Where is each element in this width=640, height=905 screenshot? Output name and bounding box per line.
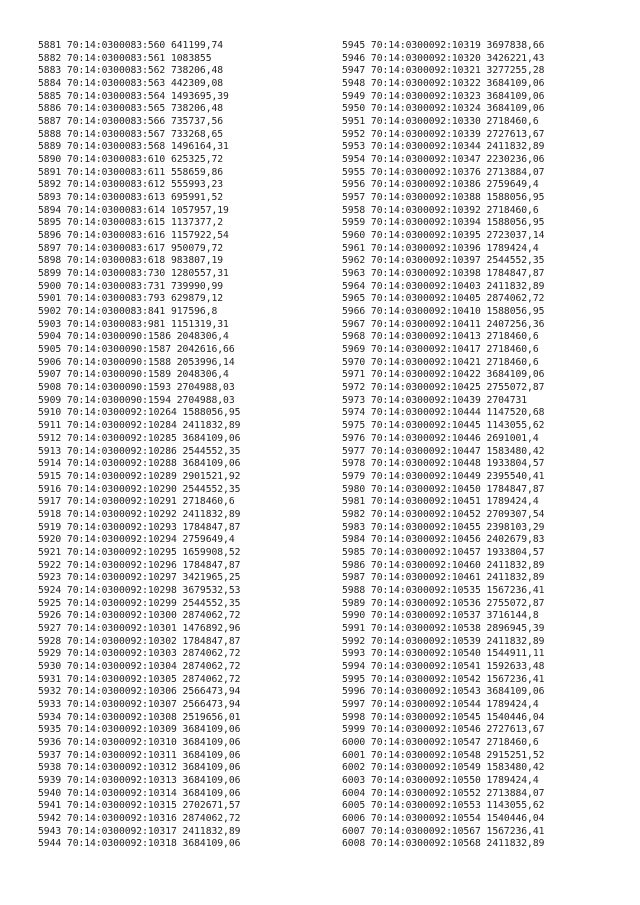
record-row: 5964 70:14:0300092:10403 2411832,89: [342, 280, 545, 292]
record-row: 5978 70:14:0300092:10448 1933804,57: [342, 458, 545, 470]
record-row: 5929 70:14:0300092:10303 2874062,72: [38, 648, 241, 660]
record-row: 5986 70:14:0300092:10460 2411832,89: [342, 559, 545, 571]
record-row: 5933 70:14:0300092:10307 2566473,94: [38, 698, 241, 710]
record-row: 6001 70:14:0300092:10548 2915251,52: [342, 749, 545, 761]
record-row: 5995 70:14:0300092:10542 1567236,41: [342, 673, 545, 685]
record-row: 5897 70:14:0300083:617 950079,72: [38, 242, 224, 254]
left-column: [38, 40, 240, 851]
record-row: 5917 70:14:0300092:10291 2718460,6: [38, 496, 235, 508]
record-row: 5951 70:14:0300092:10330 2718460,6: [342, 116, 539, 128]
record-row: 6006 70:14:0300092:10554 1540446,04: [342, 812, 545, 824]
record-row: 5915 70:14:0300092:10289 2901521,92: [38, 470, 241, 482]
record-row: 5965 70:14:0300092:10405 2874062,72: [342, 293, 545, 305]
record-row: 5891 70:14:0300083:611 558659,86: [38, 166, 224, 178]
record-row: 5936 70:14:0300092:10310 3684109,06: [38, 736, 241, 748]
record-row: 5942 70:14:0300092:10316 2874062,72: [38, 812, 241, 824]
record-row: 5955 70:14:0300092:10376 2713884,07: [342, 166, 545, 178]
record-row: 5882 70:14:0300083:561 1083855: [38, 52, 212, 64]
record-row: 5941 70:14:0300092:10315 2702671,57: [38, 800, 241, 812]
record-row: 5926 70:14:0300092:10300 2874062,72: [38, 610, 241, 622]
record-row: 5949 70:14:0300092:10323 3684109,06: [342, 90, 545, 102]
record-row: 5968 70:14:0300092:10413 2718460,6: [342, 331, 539, 343]
record-row: 5959 70:14:0300092:10394 1588056,95: [342, 217, 545, 229]
record-row: 5980 70:14:0300092:10450 1784847,87: [342, 483, 545, 495]
record-row: 5958 70:14:0300092:10392 2718460,6: [342, 204, 539, 216]
record-row: 5950 70:14:0300092:10324 3684109,06: [342, 103, 545, 115]
record-row: 5927 70:14:0300092:10301 1476892,96: [38, 622, 241, 634]
record-row: 5911 70:14:0300092:10284 2411832,89: [38, 420, 241, 432]
record-row: 5983 70:14:0300092:10455 2398103,29: [342, 521, 545, 533]
record-row: 5990 70:14:0300092:10537 3716144,8: [342, 610, 539, 622]
record-row: 5988 70:14:0300092:10535 1567236,41: [342, 584, 545, 596]
record-row: 5899 70:14:0300083:730 1280557,31: [38, 268, 229, 280]
record-row: 5994 70:14:0300092:10541 1592633,48: [342, 660, 545, 672]
record-row: 5890 70:14:0300083:610 625325,72: [38, 154, 224, 166]
record-row: 5883 70:14:0300083:562 738206,48: [38, 65, 224, 77]
record-row: 6002 70:14:0300092:10549 1583480,42: [342, 762, 545, 774]
record-row: 5975 70:14:0300092:10445 1143055,62: [342, 420, 545, 432]
record-row: 5961 70:14:0300092:10396 1789424,4: [342, 242, 539, 254]
record-row: 5974 70:14:0300092:10444 1147520,68: [342, 407, 545, 419]
record-row: 5971 70:14:0300092:10422 3684109,06: [342, 369, 545, 381]
record-row: 5997 70:14:0300092:10544 1789424,4: [342, 698, 539, 710]
record-row: 5948 70:14:0300092:10322 3684109,06: [342, 78, 545, 90]
record-row: 5967 70:14:0300092:10411 2407256,36: [342, 318, 545, 330]
record-row: 5922 70:14:0300092:10296 1784847,87: [38, 559, 241, 571]
right-column: [342, 40, 544, 851]
record-row: 5932 70:14:0300092:10306 2566473,94: [38, 686, 241, 698]
record-row: 5907 70:14:0300090:1589 2048306,4: [38, 369, 229, 381]
record-row: 5989 70:14:0300092:10536 2755072,87: [342, 597, 545, 609]
record-row: 5954 70:14:0300092:10347 2230236,06: [342, 154, 545, 166]
record-row: 5916 70:14:0300092:10290 2544552,35: [38, 483, 241, 495]
record-row: 5901 70:14:0300083:793 629879,12: [38, 293, 224, 305]
record-row: 5904 70:14:0300090:1586 2048306,4: [38, 331, 229, 343]
record-row: 5976 70:14:0300092:10446 2691001,4: [342, 432, 539, 444]
record-row: 5947 70:14:0300092:10321 3277255,28: [342, 65, 545, 77]
record-row: 5928 70:14:0300092:10302 1784847,87: [38, 635, 241, 647]
record-row: 5944 70:14:0300092:10318 3684109,06: [38, 838, 241, 850]
record-row: 5937 70:14:0300092:10311 3684109,06: [38, 749, 241, 761]
record-row: 5886 70:14:0300083:565 738206,48: [38, 103, 224, 115]
record-row: 5898 70:14:0300083:618 983807,19: [38, 255, 224, 267]
record-row: 5925 70:14:0300092:10299 2544552,35: [38, 597, 241, 609]
record-row: 5960 70:14:0300092:10395 2723037,14: [342, 230, 545, 242]
record-row: 5909 70:14:0300090:1594 2704988,03: [38, 394, 235, 406]
record-row: 5952 70:14:0300092:10339 2727613,67: [342, 128, 545, 140]
record-row: 5906 70:14:0300090:1588 2053996,14: [38, 356, 235, 368]
record-row: 5893 70:14:0300083:613 695991,52: [38, 192, 224, 204]
record-row: 5935 70:14:0300092:10309 3684109,06: [38, 724, 241, 736]
record-row: 5905 70:14:0300090:1587 2042616,66: [38, 344, 235, 356]
record-row: 5999 70:14:0300092:10546 2727613,67: [342, 724, 545, 736]
record-row: 5984 70:14:0300092:10456 2402679,83: [342, 534, 545, 546]
record-row: 5887 70:14:0300083:566 735737,56: [38, 116, 224, 128]
record-row: 5940 70:14:0300092:10314 3684109,06: [38, 787, 241, 799]
record-row: 6008 70:14:0300092:10568 2411832,89: [342, 838, 545, 850]
record-row: 5963 70:14:0300092:10398 1784847,87: [342, 268, 545, 280]
record-row: 5970 70:14:0300092:10421 2718460,6: [342, 356, 539, 368]
record-row: 5931 70:14:0300092:10305 2874062,72: [38, 673, 241, 685]
record-row: 5910 70:14:0300092:10264 1588056,95: [38, 407, 241, 419]
record-row: 5919 70:14:0300092:10293 1784847,87: [38, 521, 241, 533]
record-row: 6000 70:14:0300092:10547 2718460,6: [342, 736, 539, 748]
record-row: 5956 70:14:0300092:10386 2759649,4: [342, 179, 539, 191]
record-row: 5981 70:14:0300092:10451 1789424,4: [342, 496, 539, 508]
record-row: 5972 70:14:0300092:10425 2755072,87: [342, 382, 545, 394]
record-row: 5914 70:14:0300092:10288 3684109,06: [38, 458, 241, 470]
record-row: 5920 70:14:0300092:10294 2759649,4: [38, 534, 235, 546]
record-row: 5957 70:14:0300092:10388 1588056,95: [342, 192, 545, 204]
record-row: 5902 70:14:0300083:841 917596,8: [38, 306, 218, 318]
record-row: 5998 70:14:0300092:10545 1540446,04: [342, 711, 545, 723]
record-row: 5969 70:14:0300092:10417 2718460,6: [342, 344, 539, 356]
record-row: 5903 70:14:0300083:981 1151319,31: [38, 318, 229, 330]
record-row: 5934 70:14:0300092:10308 2519656,01: [38, 711, 241, 723]
record-row: 5889 70:14:0300083:568 1496164,31: [38, 141, 229, 153]
record-row: 5918 70:14:0300092:10292 2411832,89: [38, 508, 241, 520]
record-row: 5943 70:14:0300092:10317 2411832,89: [38, 825, 241, 837]
record-row: 5945 70:14:0300092:10319 3697838,66: [342, 40, 545, 51]
record-row: 5977 70:14:0300092:10447 1583480,42: [342, 445, 545, 457]
record-row: 5900 70:14:0300083:731 739990,99: [38, 280, 224, 292]
record-row: 5987 70:14:0300092:10461 2411832,89: [342, 572, 545, 584]
record-row: 5938 70:14:0300092:10312 3684109,06: [38, 762, 241, 774]
record-row: 6007 70:14:0300092:10567 1567236,41: [342, 825, 545, 837]
record-row: 5908 70:14:0300090:1593 2704988,03: [38, 382, 235, 394]
record-row: 5939 70:14:0300092:10313 3684109,06: [38, 774, 241, 786]
record-row: 5894 70:14:0300083:614 1057957,19: [38, 204, 229, 216]
record-row: 5953 70:14:0300092:10344 2411832,89: [342, 141, 545, 153]
record-row: 5913 70:14:0300092:10286 2544552,35: [38, 445, 241, 457]
record-row: 5991 70:14:0300092:10538 2896945,39: [342, 622, 545, 634]
record-row: 5966 70:14:0300092:10410 1588056,95: [342, 306, 545, 318]
record-row: 5895 70:14:0300083:615 1137377,2: [38, 217, 224, 229]
record-row: 5992 70:14:0300092:10539 2411832,89: [342, 635, 545, 647]
record-row: 5892 70:14:0300083:612 555993,23: [38, 179, 224, 191]
record-row: 5979 70:14:0300092:10449 2395540,41: [342, 470, 545, 482]
record-row: 5985 70:14:0300092:10457 1933804,57: [342, 546, 545, 558]
record-row: 5921 70:14:0300092:10295 1659908,52: [38, 546, 241, 558]
record-row: 5884 70:14:0300083:563 442309,08: [38, 78, 224, 90]
record-row: 5982 70:14:0300092:10452 2709307,54: [342, 508, 545, 520]
record-row: 5973 70:14:0300092:10439 2704731: [342, 394, 528, 406]
record-row: 5993 70:14:0300092:10540 1544911,11: [342, 648, 545, 660]
record-row: 5881 70:14:0300083:560 641199,74: [38, 40, 224, 51]
record-row: 5996 70:14:0300092:10543 3684109,06: [342, 686, 545, 698]
record-row: 5888 70:14:0300083:567 733268,65: [38, 128, 224, 140]
record-row: 5912 70:14:0300092:10285 3684109,06: [38, 432, 241, 444]
record-row: 5896 70:14:0300083:616 1157922,54: [38, 230, 229, 242]
record-row: 5962 70:14:0300092:10397 2544552,35: [342, 255, 545, 267]
record-row: 5930 70:14:0300092:10304 2874062,72: [38, 660, 241, 672]
record-row: 5946 70:14:0300092:10320 3426221,43: [342, 52, 545, 64]
record-row: 6004 70:14:0300092:10552 2713884,07: [342, 787, 545, 799]
record-row: 5923 70:14:0300092:10297 3421965,25: [38, 572, 241, 584]
record-row: 5885 70:14:0300083:564 1493695,39: [38, 90, 229, 102]
record-row: 5924 70:14:0300092:10298 3679532,53: [38, 584, 241, 596]
record-row: 6005 70:14:0300092:10553 1143055,62: [342, 800, 545, 812]
record-row: 6003 70:14:0300092:10550 1789424,4: [342, 774, 539, 786]
